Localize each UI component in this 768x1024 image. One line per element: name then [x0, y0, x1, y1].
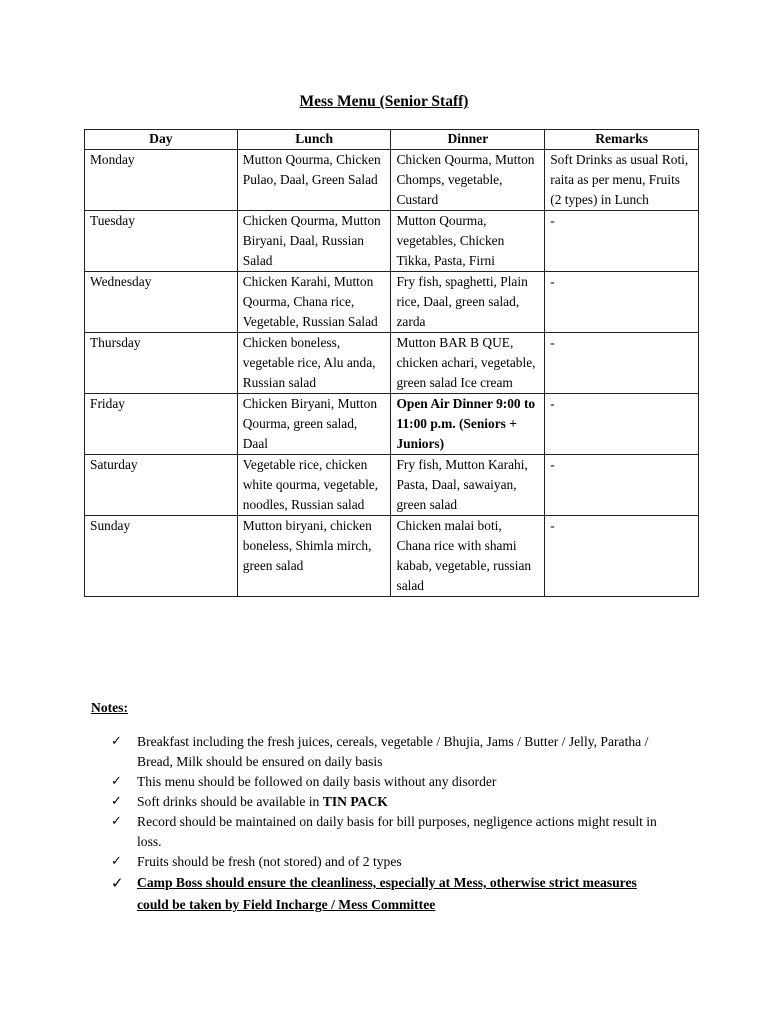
cell-day: Monday: [85, 150, 238, 211]
cell-remarks: -: [545, 516, 699, 597]
document-title: Mess Menu (Senior Staff): [299, 93, 469, 110]
cell-remarks: -: [545, 272, 699, 333]
checkmark-icon: ✓: [111, 794, 122, 809]
menu-table: [84, 129, 699, 597]
list-item: [111, 732, 671, 772]
cell-day: Sunday: [85, 516, 238, 597]
table-row: [85, 455, 699, 516]
cell-lunch: Chicken Karahi, Mutton Qourma, Chana rice, Vegetable, Russian Salad: [237, 272, 391, 333]
cell-remarks: -: [545, 211, 699, 272]
note-emphasis: TIN PACK: [322, 794, 388, 809]
cell-remarks: -: [545, 333, 699, 394]
header-lunch: Lunch: [237, 130, 391, 150]
cell-dinner: Mutton Qourma, vegetables, Chicken Tikka, Pasta, Firni: [391, 211, 545, 272]
cell-remarks: Soft Drinks as usual Roti, raita as per menu, Fruits (2 types) in Lunch: [545, 150, 699, 211]
cell-dinner: Fry fish, spaghetti, Plain rice, Daal, green salad, zarda: [391, 272, 545, 333]
note-text: Fruits should be fresh (not stored) and of 2 types: [137, 854, 402, 869]
note-text: Camp Boss should ensure the cleanliness, especially at Mess, otherwise strict measures could be taken by Field Incharge / Mess Committee: [137, 875, 637, 912]
note-text: Soft drinks should be available in: [137, 794, 323, 809]
header-day: Day: [85, 130, 238, 150]
notes-list: [111, 732, 671, 916]
checkmark-icon: ✓: [111, 814, 122, 829]
cell-lunch: Mutton biryani, chicken boneless, Shimla mirch, green salad: [237, 516, 391, 597]
checkmark-icon: ✓: [111, 774, 122, 789]
list-item: [111, 792, 671, 812]
table-row: [85, 333, 699, 394]
cell-lunch: Chicken Qourma, Mutton Biryani, Daal, Russian Salad: [237, 211, 391, 272]
cell-dinner: Fry fish, Mutton Karahi, Pasta, Daal, sawaiyan, green salad: [391, 455, 545, 516]
notes-heading: Notes:: [91, 700, 128, 715]
header-remarks: Remarks: [545, 130, 699, 150]
header-dinner: Dinner: [391, 130, 545, 150]
cell-day: Saturday: [85, 455, 238, 516]
cell-dinner: Chicken malai boti, Chana rice with shami kabab, vegetable, russian salad: [391, 516, 545, 597]
cell-lunch: Vegetable rice, chicken white qourma, vegetable, noodles, Russian salad: [237, 455, 391, 516]
table-row: [85, 150, 699, 211]
cell-day: Tuesday: [85, 211, 238, 272]
cell-remarks: -: [545, 455, 699, 516]
cell-lunch: Mutton Qourma, Chicken Pulao, Daal, Green Salad: [237, 150, 391, 211]
list-item: [111, 772, 671, 792]
note-text: Breakfast including the fresh juices, cereals, vegetable / Bhujia, Jams / Butter / Jelly, Paratha / Bread, Milk should be ensured on daily basis: [137, 734, 649, 769]
list-item: [111, 852, 671, 872]
menu-header-row: [85, 130, 699, 150]
cell-lunch: Chicken boneless, vegetable rice, Alu anda, Russian salad: [237, 333, 391, 394]
table-row: [85, 211, 699, 272]
cell-day: Wednesday: [85, 272, 238, 333]
note-text: Record should be maintained on daily basis for bill purposes, negligence actions might result in loss.: [137, 814, 657, 849]
checkmark-icon: ✓: [111, 734, 122, 749]
checkmark-icon: ✓: [111, 854, 122, 869]
cell-dinner: Chicken Qourma, Mutton Chomps, vegetable, Custard: [391, 150, 545, 211]
table-row: [85, 394, 699, 455]
table-row: [85, 516, 699, 597]
list-item: [111, 872, 671, 916]
cell-remarks: -: [545, 394, 699, 455]
cell-day: Thursday: [85, 333, 238, 394]
cell-dinner: Open Air Dinner 9:00 to 11:00 p.m. (Seniors + Juniors): [391, 394, 545, 455]
checkmark-icon: ✓: [111, 874, 124, 892]
cell-day: Friday: [85, 394, 238, 455]
list-item: [111, 812, 671, 852]
cell-dinner: Mutton BAR B QUE, chicken achari, vegetable, green salad Ice cream: [391, 333, 545, 394]
table-row: [85, 272, 699, 333]
note-text: This menu should be followed on daily basis without any disorder: [137, 774, 497, 789]
cell-lunch: Chicken Biryani, Mutton Qourma, green salad, Daal: [237, 394, 391, 455]
